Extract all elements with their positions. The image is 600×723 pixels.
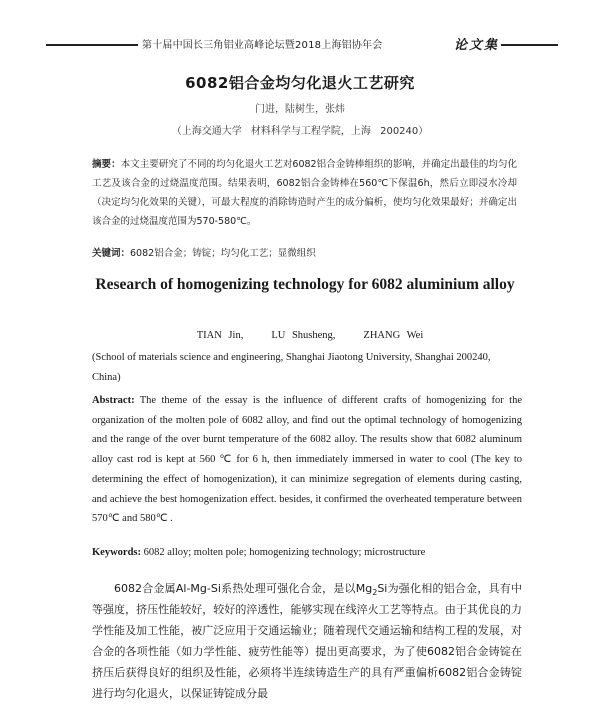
abstract-cn-text: 本文主要研究了不同的均匀化退火工艺对6082铝合金铸棒组织的影响，并确定出最佳的均匀化工艺及该合金的过烧温度范围。结果表明，6082铝合金铸棒在560℃下保温6h，然后立即浸水冷却（决定均匀化效果的关键），可最大程度的消除铸造时产生的成分偏析，使均匀化效果最好；并确定出该合金的过烧温度范围为570-580℃。 [92,159,517,227]
affiliation-en: (School of materials science and engineering, Shanghai Jiaotong University, Shanghai 200240, China) [92,352,491,383]
abstract-en-text: The theme of the essay is the influence of different crafts of homogenizing for the organization of the molten pole of 6082 alloy, and find out the optimal technology of homogenizing and the range of the over burnt temperature of the 6082 alloy. The results show that 6082 aluminum alloy cast rod is kept at 560 ℃ for 6 h, then immediately immersed in water to cool (The key to determining the effect of homogenization), it can minimize segregation of elements during casting, and achieve the best homogenization effect. besides, it confirmed the overheated temperature between 570℃ and 580℃ . [92,395,522,525]
authors-cn: 门进，陆树生，张炜 [255,104,345,115]
abstract-en-label: Abstract: [92,395,135,406]
header-rule-left [46,44,138,46]
body-text-rest: Si为强化相的铝合金，具有中等强度，挤压性能较好，较好的淬透性，能够实现在线淬火工艺等特点。由于其优良的力学性能及加工性能，被广泛应用于交通运输业；随着现代交通运输和结构工程的发展，对合金的各项性能（如力学性能、疲劳性能等）提出更高要求，为了使6082铝合金铸锭在挤压后获得良好的组织及性能，必须将半连续铸造生产的具有严重偏析6082铝合金铸锭进行均匀化退火，以保证铸锭成分最 [92,582,522,700]
abstract-cn-label: 摘要： [92,159,121,170]
body-subscript: 2 [372,588,378,598]
running-header-tag: 论文集 [454,38,500,53]
keywords-cn-label: 关键词： [92,248,131,259]
keyword-cn: ； 铸锭 [183,248,212,259]
author-en: TIAN Jin, [196,330,244,341]
body-text-start: 6082合金属Al-Mg-Si系热处理可强化合金，是以Mg [114,582,373,595]
paper-title-en: Research of homogenizing technology for 6082 aluminium alloy [95,276,515,293]
keywords-en-text: 6082 alloy; molten pole; homogenizing technology; microstructure [143,547,426,558]
running-header [46,35,558,53]
paper-title-cn: 6082铝合金均匀化退火工艺研究 [185,74,415,92]
abstract-en [92,391,522,529]
author-en: ZHANG Wei [363,330,424,341]
keywords-cn [92,245,517,259]
body-paragraph [92,578,522,704]
keywords-en [92,547,522,558]
running-header-text: 第十届中国长三角铝业高峰论坛暨2018上海铝协年会 [142,40,383,51]
authors-en [0,330,600,341]
author-en: LU Shusheng, [271,330,336,341]
header-rule-right [501,44,558,46]
abstract-cn [92,155,517,231]
keyword-cn: 6082铝合金 [130,248,183,259]
keywords-en-label: Keywords: [92,547,141,558]
affiliation-cn: （上海交通大学 材料科学与工程学院，上海 200240） [171,126,429,137]
keyword-cn: ； 均匀化工艺 [211,248,268,259]
keyword-cn: ； 显微组织 [268,248,316,259]
